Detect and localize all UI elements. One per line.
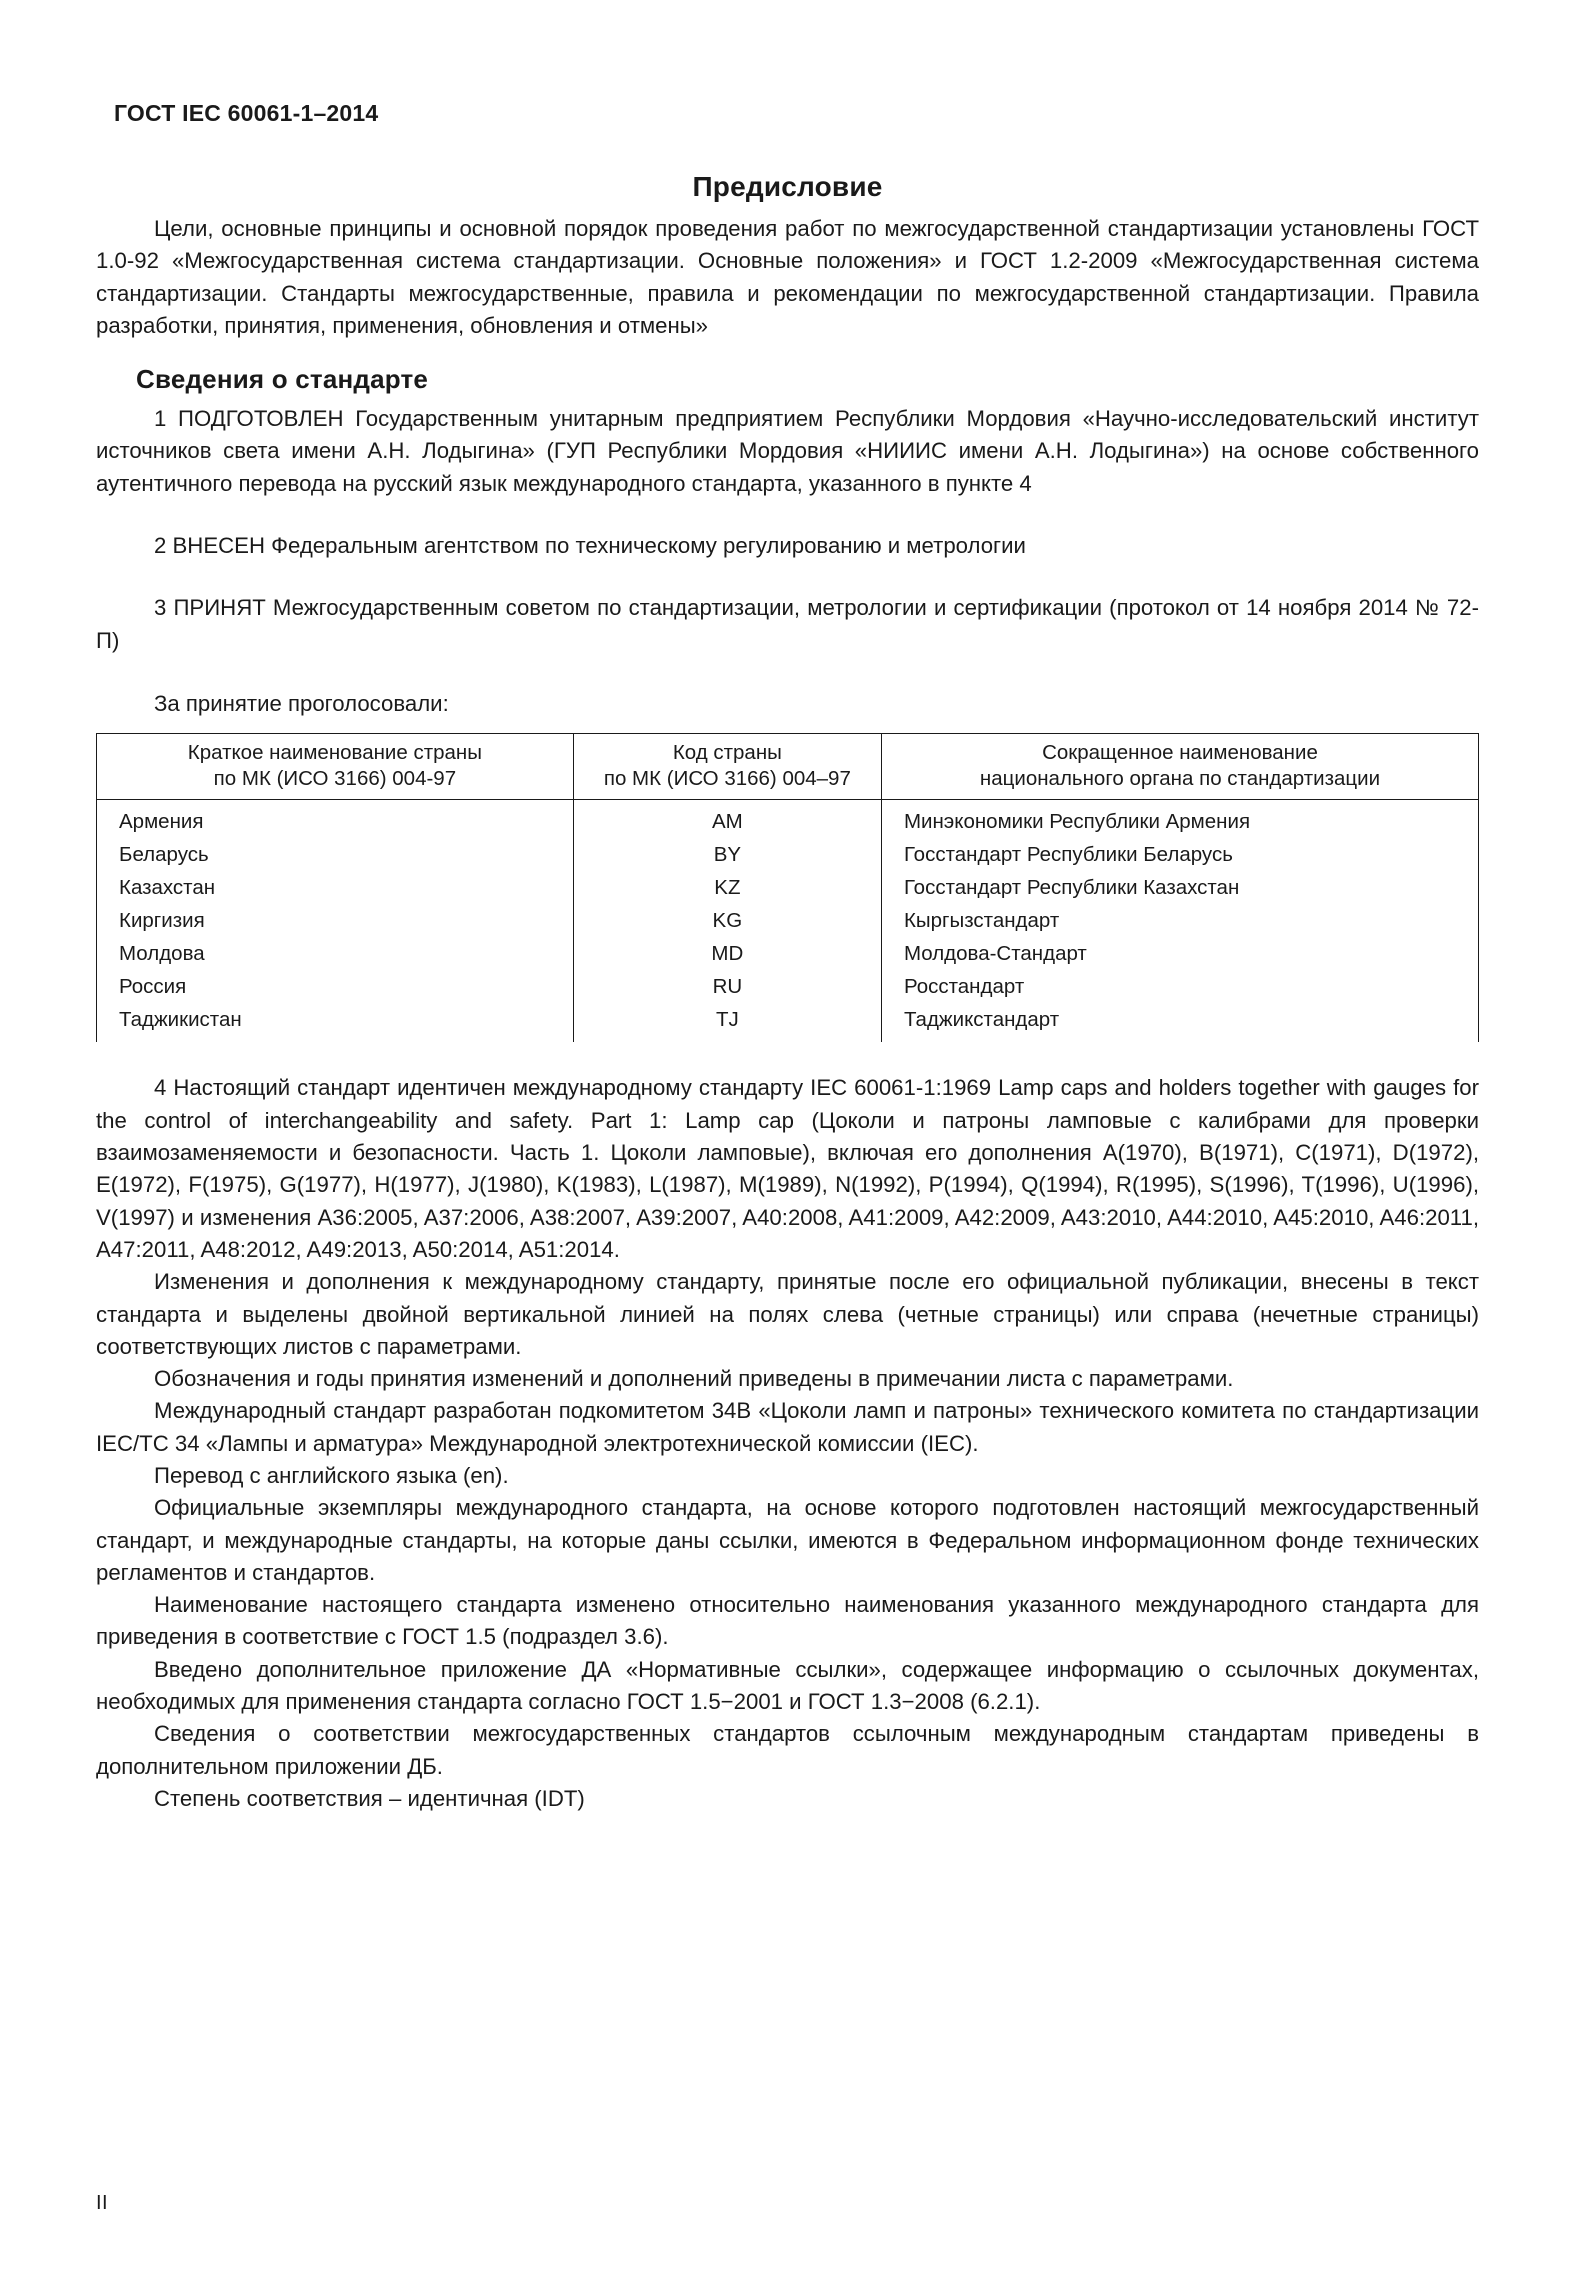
note-official-copies: Официальные экземпляры международного стандарта, на основе которого подготовлен настоящий межгосударственный стандарт, и международные стандарты, на которые даны ссылки, имеются в Федеральном информационном фонде технических регламентов и стандартов. — [96, 1495, 1479, 1585]
cell-code: AM — [573, 800, 881, 839]
cell-country: Киргизия — [97, 904, 574, 937]
table-row — [97, 838, 1479, 871]
column-header-code — [573, 733, 881, 799]
foreword-intro-paragraph: Цели, основные принципы и основной порядок проведения работ по межгосударственной стандартизации установлены ГОСТ 1.0-92 «Межгосударственная система стандартизации. Основные положения» и ГОСТ 1.2-2009 «Межгосударственная система стандартизации. Стандарты межгосударственные, правила и рекомендации по межгосударственной стандартизации. Правила разработки, принятия, применения, обновления и отмены» — [96, 216, 1479, 338]
note-subcommittee: Международный стандарт разработан подкомитетом 34В «Цоколи ламп и патроны» технического комитета по стандартизации IEC/TC 34 «Лампы и арматура» Международной электротехнической комиссии (IEC). — [96, 1398, 1479, 1456]
standard-info-item-3: 3 ПРИНЯТ Межгосударственным советом по стандартизации, метрологии и сертификации (протокол от 14 ноября 2014 № 72-П) — [96, 595, 1479, 653]
table-row — [97, 871, 1479, 904]
cell-country: Беларусь — [97, 838, 574, 871]
vote-table-head — [97, 733, 1479, 799]
column-header-code-line1: Код страны — [672, 740, 782, 764]
cell-code: RU — [573, 970, 881, 1003]
column-header-country-line1: Краткое наименование страны — [187, 740, 482, 764]
cell-code: KG — [573, 904, 881, 937]
note-amendments: Изменения и дополнения к международному стандарту, принятые после его официальной публикации, внесены в текст стандарта и выделены двойной вертикальной линией на полях слева (четные страницы) или справа (нечетные страницы) соответствующих листов с параметрами. — [96, 1269, 1479, 1359]
table-header-row — [97, 733, 1479, 799]
standard-info-item-2: 2 ВНЕСЕН Федеральным агентством по техническому регулированию и метрологии — [154, 533, 1026, 559]
cell-code: TJ — [573, 1003, 881, 1042]
notes-block — [96, 1072, 1479, 1815]
cell-code: BY — [573, 838, 881, 871]
note-item-4: 4 Настоящий стандарт идентичен международному стандарту IEC 60061-1:1969 Lamp caps and holders together with gauges for the control of interchangeability and safety. Part 1: Lamp cap (Цоколи и патроны ламповые с калибрами для проверки взаимозаменяемости и безопасности. Часть 1. Цоколи ламповые), включая его дополнения A(1970), B(1971), C(1971), D(1972), E(1972), F(1975), G(1977), H(1977), J(1980), K(1983), L(1987), M(1989), N(1992), P(1994), Q(1994), R(1995), S(1996), T(1996), U(1996), V(1997) и изменения A36:2005, A37:2006, A38:2007, A39:2007, A40:2008, A41:2009, A42:2009, A43:2010, A44:2010, A45:2010, A46:2011, A47:2011, A48:2012, A49:2013, A50:2014, A51:2014. — [96, 1075, 1479, 1262]
table-row — [97, 800, 1479, 839]
cell-country: Россия — [97, 970, 574, 1003]
column-header-body — [881, 733, 1478, 799]
column-header-code-line2: по МК (ИСО 3166) 004–97 — [603, 767, 851, 791]
cell-code: MD — [573, 937, 881, 970]
vote-table-body — [97, 800, 1479, 1043]
cell-body: Молдова-Стандарт — [881, 937, 1478, 970]
table-row — [97, 937, 1479, 970]
standard-info-item-1: 1 ПОДГОТОВЛЕН Государственным унитарным предприятием Республики Мордовия «Научно-исследовательский институт источников света имени А.Н. Лодыгина» (ГУП Республики Мордовия «НИИИС имени А.Н. Лодыгина») на основе собственного аутентичного перевода на русский язык международного стандарта, указанного в пункте 4 — [96, 406, 1479, 496]
vote-lead-text: За принятие проголосовали: — [154, 690, 449, 716]
cell-body: Госстандарт Республики Беларусь — [881, 838, 1478, 871]
cell-body: Таджикстандарт — [881, 1003, 1478, 1042]
note-designations: Обозначения и годы принятия изменений и дополнений приведены в примечании листа с параметрами. — [154, 1366, 1234, 1392]
table-row — [97, 1003, 1479, 1042]
cell-country: Молдова — [97, 937, 574, 970]
vote-table — [96, 733, 1479, 1042]
column-header-country-line2: по МК (ИСО 3166) 004-97 — [213, 767, 457, 791]
note-name-change: Наименование настоящего стандарта изменено относительно наименования указанного международного стандарта для приведения в соответствие с ГОСТ 1.5 (подраздел 3.6). — [96, 1592, 1479, 1650]
cell-body: Росстандарт — [881, 970, 1478, 1003]
table-row — [97, 970, 1479, 1003]
note-conformity-degree: Степень соответствия – идентичная (IDT) — [154, 1785, 585, 1811]
document-header: ГОСТ IEC 60061-1–2014 — [114, 100, 379, 126]
page-number: II — [96, 2192, 109, 2214]
cell-country: Таджикистан — [97, 1003, 574, 1042]
note-translation: Перевод с английского языка (en). — [154, 1463, 509, 1488]
column-header-country — [97, 733, 574, 799]
table-row — [97, 904, 1479, 937]
page-title: Предисловие — [692, 171, 883, 202]
column-header-body-line2: национального органа по стандартизации — [979, 767, 1381, 791]
note-annex-db: Сведения о соответствии межгосударственных стандартов ссылочным международным стандартам приведены в дополнительном приложении ДБ. — [96, 1721, 1479, 1779]
cell-body: Кыргызстандарт — [881, 904, 1478, 937]
cell-country: Казахстан — [97, 871, 574, 904]
cell-body: Минэкономики Республики Армения — [881, 800, 1478, 839]
cell-code: KZ — [573, 871, 881, 904]
standard-info-heading: Сведения о стандарте — [136, 364, 429, 395]
note-annex-da: Введено дополнительное приложение ДА «Нормативные ссылки», содержащее информацию о ссылочных документах, необходимых для применения стандарта согласно ГОСТ 1.5−2001 и ГОСТ 1.3−2008 (6.2.1). — [96, 1656, 1479, 1715]
cell-body: Госстандарт Республики Казахстан — [881, 871, 1478, 904]
cell-country: Армения — [97, 800, 574, 839]
column-header-body-line1: Сокращенное наименование — [1042, 740, 1318, 764]
